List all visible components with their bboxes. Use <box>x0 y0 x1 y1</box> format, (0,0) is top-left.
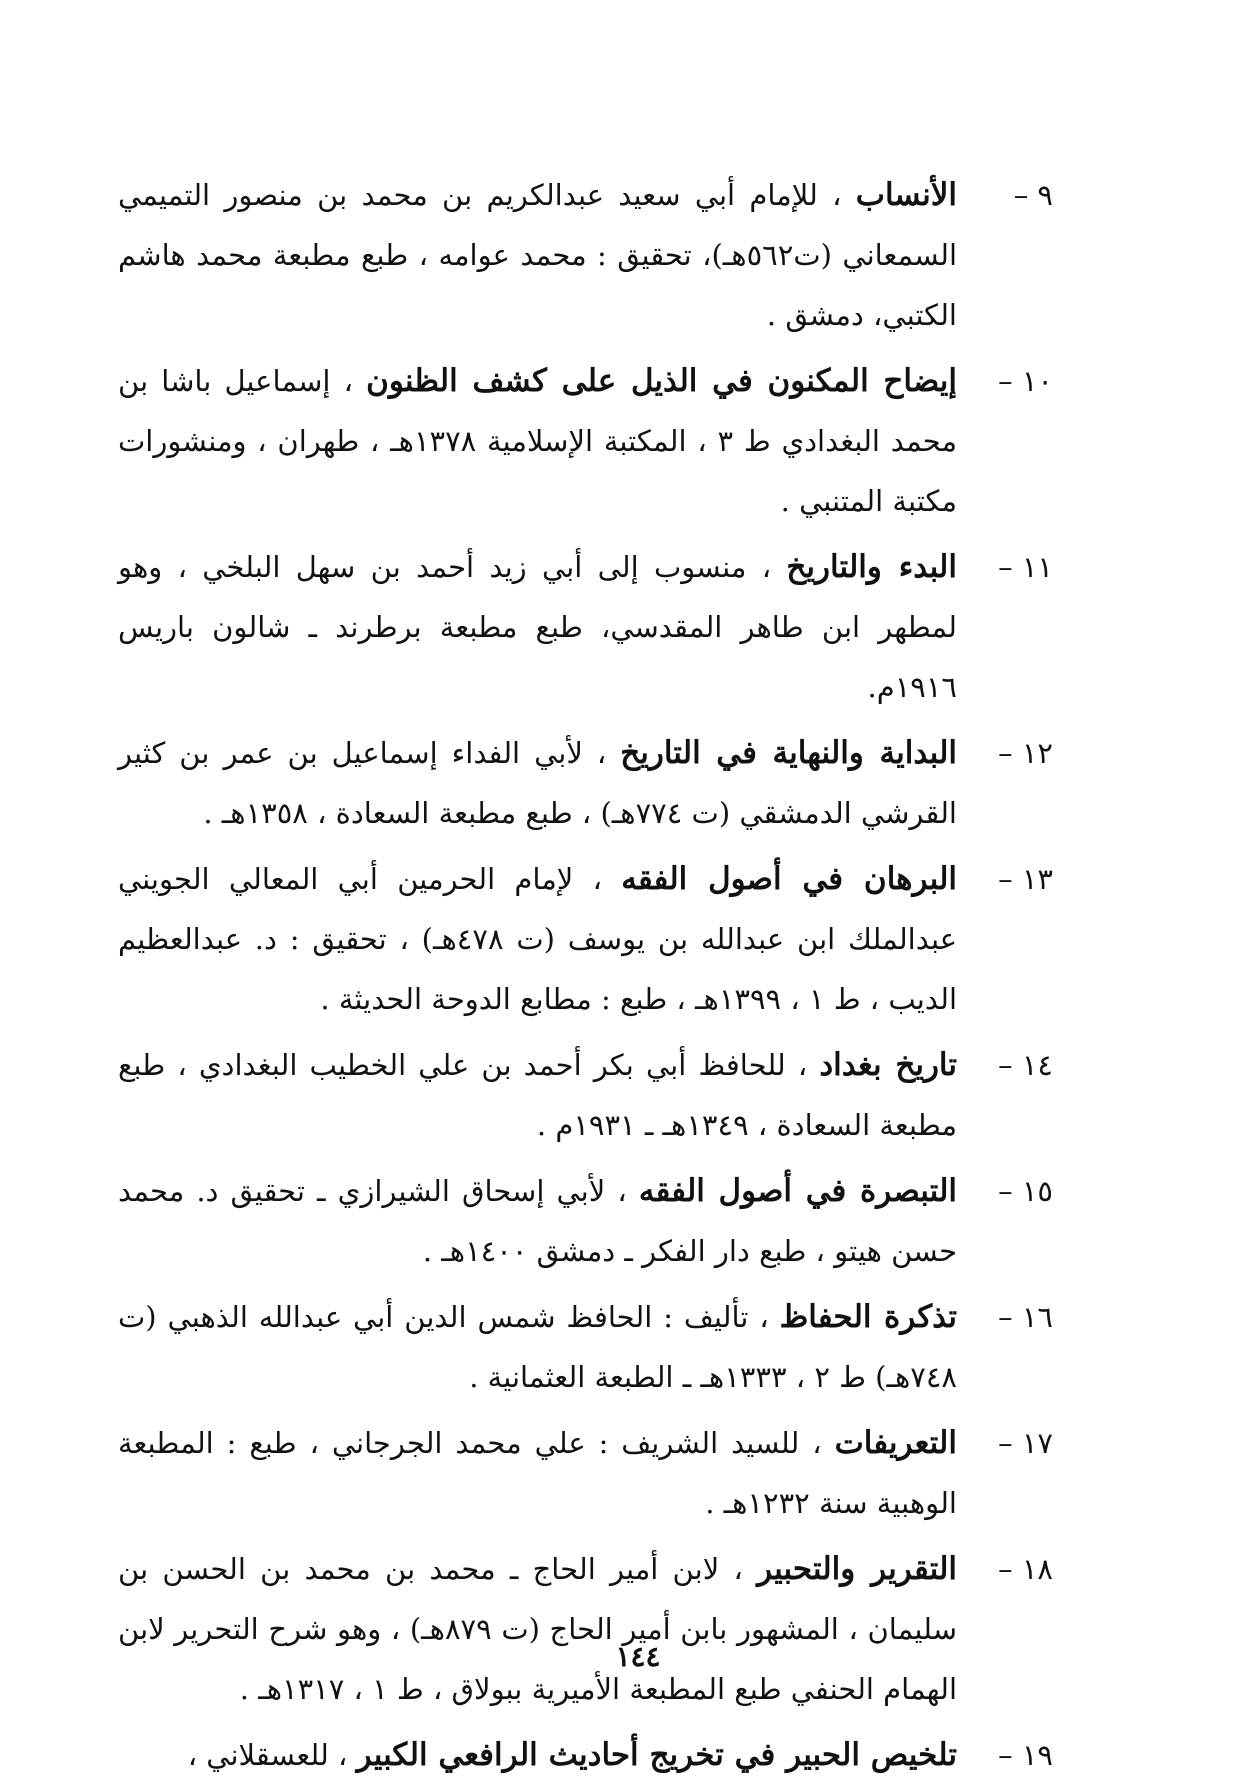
entry-number: ١٢ – <box>998 736 1053 770</box>
entry-title: الأنساب <box>855 177 957 213</box>
bibliography-entry <box>118 1539 1053 1719</box>
entry-title: تلخيص الحبير في تخريج أحاديث الرافعي الكبير <box>356 1737 957 1773</box>
entry-title: التعريفات <box>834 1425 957 1461</box>
entry-title: إيضاح المكنون في الذيل على كشف الظنون <box>366 363 958 399</box>
entry-text: ، إسماعيل باشا بن محمد البغدادي ط ٣ ، المكتبة الإسلامية ١٣٧٨هـ ، طهران ، ومنشورات مكتبة المتنبي . <box>118 364 957 518</box>
entry-number: ١٠ – <box>998 364 1053 398</box>
entry-title: البدء والتاريخ <box>786 549 957 585</box>
entry-text: ، للسيد الشريف : علي محمد الجرجاني ، طبع : المطبعة الوهبية سنة ١٢٣٢هـ . <box>118 1426 957 1520</box>
entry-number: ١٩ – <box>998 1738 1053 1772</box>
bibliography-entry <box>118 1287 1053 1407</box>
bibliography-entry <box>118 1413 1053 1533</box>
entry-text: ، للعسقلاني ، <box>187 1738 348 1772</box>
entry-text: ، لإمام الحرمين أبي المعالي الجويني عبدالملك ابن عبدالله بن يوسف (ت ٤٧٨هـ) ، تحقيق : د. عبدالعظيم الديب ، ط ١ ، ١٣٩٩هـ ، طبع : مطابع الدوحة الحديثة . <box>118 862 957 1016</box>
bibliography-entry <box>118 1035 1053 1155</box>
entry-number: ١٧ – <box>998 1426 1053 1460</box>
bibliography-entry <box>118 1161 1053 1281</box>
bibliography-entry <box>118 849 1053 1029</box>
entry-number: ١٣ – <box>998 862 1053 896</box>
entry-text: ، لأبي الفداء إسماعيل بن عمر بن كثير القرشي الدمشقي (ت ٧٧٤هـ) ، طبع مطبعة السعادة ، ١٣٥٨هـ . <box>118 736 957 830</box>
entry-title: البداية والنهاية في التاريخ <box>620 735 957 771</box>
bibliography-list <box>118 165 1053 1791</box>
entry-number: ٩ – <box>1013 178 1053 212</box>
entry-title: التقرير والتحبير <box>757 1551 958 1587</box>
entry-number: ١٥ – <box>998 1174 1053 1208</box>
bibliography-entry <box>118 723 1053 843</box>
entry-text: ، للإمام أبي سعيد عبدالكريم بن محمد بن منصور التميمي السمعاني (ت٥٦٢هـ)، تحقيق : محمد عوامه ، طبع مطبعة محمد هاشم الكتبي، دمشق . <box>118 178 957 332</box>
bibliography-entry <box>118 537 1053 717</box>
page-number: ١٤٤ <box>615 1640 661 1673</box>
entry-title: البرهان في أصول الفقه <box>621 861 958 897</box>
entry-title: تاريخ بغداد <box>819 1047 958 1083</box>
entry-number: ١٤ – <box>998 1048 1053 1082</box>
entry-text: ، للحافظ أبي بكر أحمد بن علي الخطيب البغدادي ، طبع مطبعة السعادة ، ١٣٤٩هـ ـ ١٩٣١م . <box>118 1048 957 1142</box>
entry-title: التبصرة في أصول الفقه <box>638 1173 958 1209</box>
entry-title: تذكرة الحفاظ <box>779 1299 958 1335</box>
entry-number: ١٨ – <box>998 1552 1053 1586</box>
bibliography-entry <box>118 1725 1053 1785</box>
entry-number: ١٦ – <box>998 1300 1053 1334</box>
bibliography-entry <box>118 165 1053 345</box>
entry-text: ، تأليف : الحافظ شمس الدين أبي عبدالله الذهبي (ت ٧٤٨هـ) ط ٢ ، ١٣٣٣هـ ـ الطبعة العثمانية . <box>118 1300 957 1394</box>
entry-text: ، لأبي إسحاق الشيرازي ـ تحقيق د. محمد حسن هيتو ، طبع دار الفكر ـ دمشق ١٤٠٠هـ . <box>118 1174 957 1268</box>
entry-text: ، لابن أمير الحاج ـ محمد بن محمد بن الحسن بن سليمان ، المشهور بابن أمير الحاج (ت ٨٧٩هـ) ، وهو شرح التحرير لابن الهمام الحنفي طبع المطبعة الأميرية ببولاق ، ط ١ ، ١٣١٧هـ . <box>118 1552 957 1706</box>
entry-text: ، منسوب إلى أبي زيد أحمد بن سهل البلخي ، وهو لمطهر ابن طاهر المقدسي، طبع مطبعة برطرند ـ شالون باريس ١٩١٦م. <box>118 550 957 704</box>
bibliography-entry <box>118 351 1053 531</box>
entry-number: ١١ – <box>998 550 1053 584</box>
